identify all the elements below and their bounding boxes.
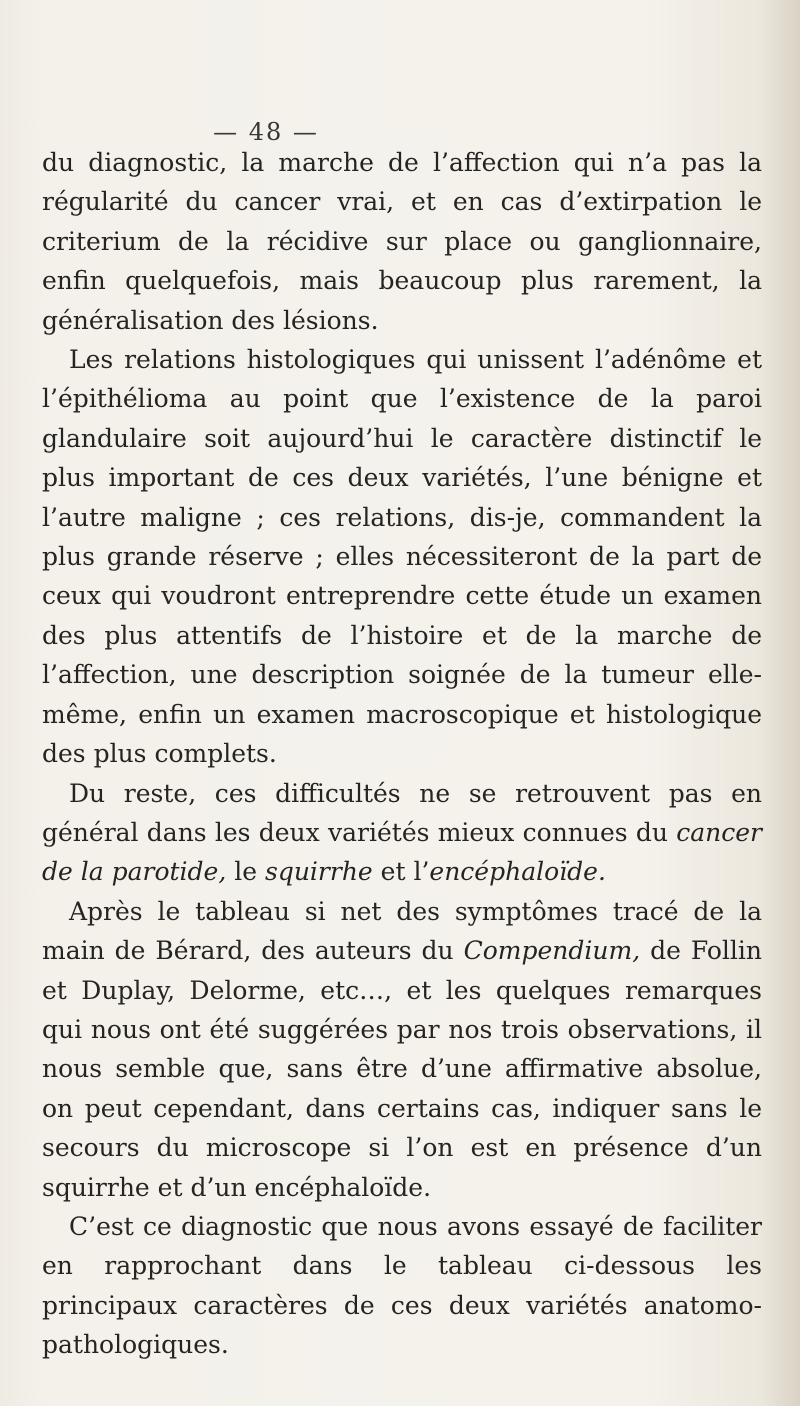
body-text <box>42 143 762 1365</box>
paragraph-4-italic-compendium: Compendium, <box>463 936 641 966</box>
paragraph-3-italic-cancer-parotide: cancer de la parotide, <box>42 817 762 887</box>
paragraph-3-text-middle-2: et l’ <box>372 857 430 887</box>
paragraph-4 <box>42 892 762 1207</box>
paragraph-5: C’est ce diagnostic que nous avons essayé de faciliter en rapprochant dans le tableau ci-dessous les principaux caractères de ces deux variétés anatomo-pathologiques. <box>42 1211 762 1360</box>
paragraph-4-text-before: Après le tableau si net des symptômes tracé de la main de Bérard, des auteurs du <box>42 896 762 966</box>
paragraph-2: Les relations histologiques qui unissent l’adénôme et l’épithélioma au point que l’existence de la paroi glandulaire soit aujourd’hui le caractère distinctif le plus important de ces deux variétés, l’une bénigne et l’autre maligne ; ces relations, dis-je, commandent la plus grande réserve ; elles nécessiteront de la part de ceux qui voudront entreprendre cette étude un examen des plus attentifs de l’histoire et de la marche de l’affection, une description soignée de la tumeur elle-même, enfin un examen macroscopique et histologique des plus complets. <box>42 345 762 769</box>
paragraph-1: du diagnostic, la marche de l’affection qui n’a pas la régularité du cancer vrai, et en cas d’extirpation le criterium de la récidive sur place ou ganglionnaire, enfin quelquefois, mais beaucoup plus rarement, la généralisation des lésions. <box>42 148 762 335</box>
paragraph-4-text-after: de Follin et Duplay, Delorme, etc…, et les quelques remarques qui nous ont été suggérées par nos trois observations, il nous semble que, sans être d’une affirmative absolue, on peut cependant, dans certains cas, indiquer sans le secours du microscope si l’on est en présence d’un squirrhe et d’un encéphaloïde. <box>42 936 762 1202</box>
page-number: — 48 — <box>213 118 319 146</box>
paragraph-3-italic-encephaloide: encéphaloïde. <box>429 857 606 887</box>
paragraph-3 <box>42 774 762 892</box>
paragraph-3-italic-squirrhe: squirrhe <box>264 857 373 887</box>
paragraph-3-text-middle-1: le <box>226 857 265 887</box>
paragraph-3-text-before: Du reste, ces difficultés ne se retrouvent pas en général dans les deux variétés mieux connues du <box>42 778 762 847</box>
